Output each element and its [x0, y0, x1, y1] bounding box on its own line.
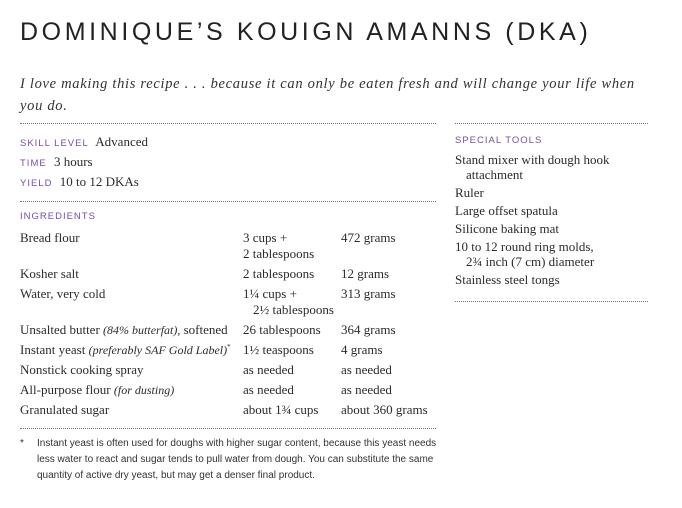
ingredient-name: Instant yeast: [20, 342, 86, 357]
ingredient-name: Nonstick cooking spray: [20, 362, 144, 377]
tool-text-cont: attachment: [466, 167, 524, 182]
divider: [455, 123, 648, 124]
time: [20, 152, 148, 172]
tool-text: Ruler: [455, 185, 484, 200]
ingredient-qty: about 1¾ cups: [243, 402, 319, 417]
list-item: [455, 185, 610, 200]
ingredient-qty: as needed: [243, 362, 294, 377]
ingredient-metric: as needed: [341, 362, 392, 377]
ingredient-qty: 2 tablespoons: [243, 266, 315, 281]
time-value: 3 hours: [53, 154, 93, 169]
ingredient-metric: 472 grams: [341, 230, 396, 245]
table-row: [20, 402, 428, 422]
ingredients-heading: INGREDIENTS: [20, 211, 96, 222]
footnote-marker: *: [227, 343, 231, 351]
table-row: [20, 362, 428, 382]
ingredient-qty: as needed: [243, 382, 294, 397]
intro-text: I love making this recipe . . . because it can only be eaten fresh and will change your life when you do.: [20, 76, 635, 114]
footnote-text: Instant yeast is often used for doughs with higher sugar content, because this yeast needs less water to react and sugar tends to pull water from dough. You can substitute the same quantity of active dry yeast, but may get a denser final product.: [37, 438, 437, 481]
table-row: [20, 342, 428, 362]
list-item: [455, 221, 610, 236]
table-row: [20, 286, 428, 322]
footnote-marker: *: [20, 438, 24, 449]
ingredient-qty: 1¼ cups +: [243, 286, 297, 301]
ingredient-name: Unsalted butter: [20, 322, 100, 337]
ingredient-metric: 364 grams: [341, 322, 396, 337]
tool-text: Silicone baking mat: [455, 221, 559, 236]
skill-level: [20, 132, 148, 152]
skill-level-label: SKILL LEVEL: [20, 138, 89, 149]
table-row: [20, 382, 428, 402]
table-row: [20, 230, 428, 266]
ingredient-metric: about 360 grams: [341, 402, 428, 417]
recipe-meta: [20, 132, 148, 192]
ingredient-name: Granulated sugar: [20, 402, 110, 417]
ingredient-metric: as needed: [341, 382, 392, 397]
ingredient-metric: 313 grams: [341, 286, 396, 301]
ingredient-note: (preferably SAF Gold Label): [88, 343, 228, 357]
ingredient-metric: 4 grams: [341, 342, 383, 357]
ingredient-name: Water, very cold: [20, 286, 106, 301]
page-title: DOMINIQUE’S KOUIGN AMANNS (DKA): [20, 18, 592, 46]
time-label: TIME: [20, 158, 47, 169]
ingredient-metric: 12 grams: [341, 266, 390, 281]
ingredient-name: All-purpose flour: [20, 382, 111, 397]
table-row: [20, 322, 428, 342]
tool-text: Stand mixer with dough hook: [455, 152, 610, 167]
yield-value: 10 to 12 DKAs: [59, 174, 139, 189]
ingredient-qty-cont: 2 tablespoons: [243, 246, 315, 261]
special-tools-list: [455, 152, 610, 290]
ingredient-note: (84% butterfat),: [103, 323, 181, 337]
ingredient-qty: 1½ teaspoons: [243, 342, 314, 357]
tool-text-cont: 2¾ inch (7 cm) diameter: [466, 254, 595, 269]
tool-text: Large offset spatula: [455, 203, 558, 218]
footnote: [20, 436, 440, 484]
ingredient-name: Kosher salt: [20, 266, 79, 281]
ingredient-qty: 26 tablespoons: [243, 322, 321, 337]
ingredient-name-tail: softened: [183, 322, 228, 337]
ingredient-qty: 3 cups +: [243, 230, 288, 245]
yield: [20, 172, 148, 192]
ingredient-note: (for dusting): [113, 383, 175, 397]
skill-level-value: Advanced: [95, 134, 148, 149]
divider: [20, 123, 436, 124]
ingredient-name: Bread flour: [20, 230, 80, 245]
divider: [455, 301, 648, 302]
list-item: [455, 239, 610, 269]
tool-text: Stainless steel tongs: [455, 272, 560, 287]
tool-text: 10 to 12 round ring molds,: [455, 239, 594, 254]
divider: [20, 201, 436, 202]
list-item: [455, 152, 610, 182]
yield-label: YIELD: [20, 178, 53, 189]
list-item: [455, 272, 610, 287]
ingredient-qty-cont: 2½ tablespoons: [253, 302, 334, 317]
special-tools-heading: SPECIAL TOOLS: [455, 135, 543, 146]
table-row: [20, 266, 428, 286]
ingredients-table: [20, 230, 428, 422]
divider: [20, 428, 436, 429]
list-item: [455, 203, 610, 218]
